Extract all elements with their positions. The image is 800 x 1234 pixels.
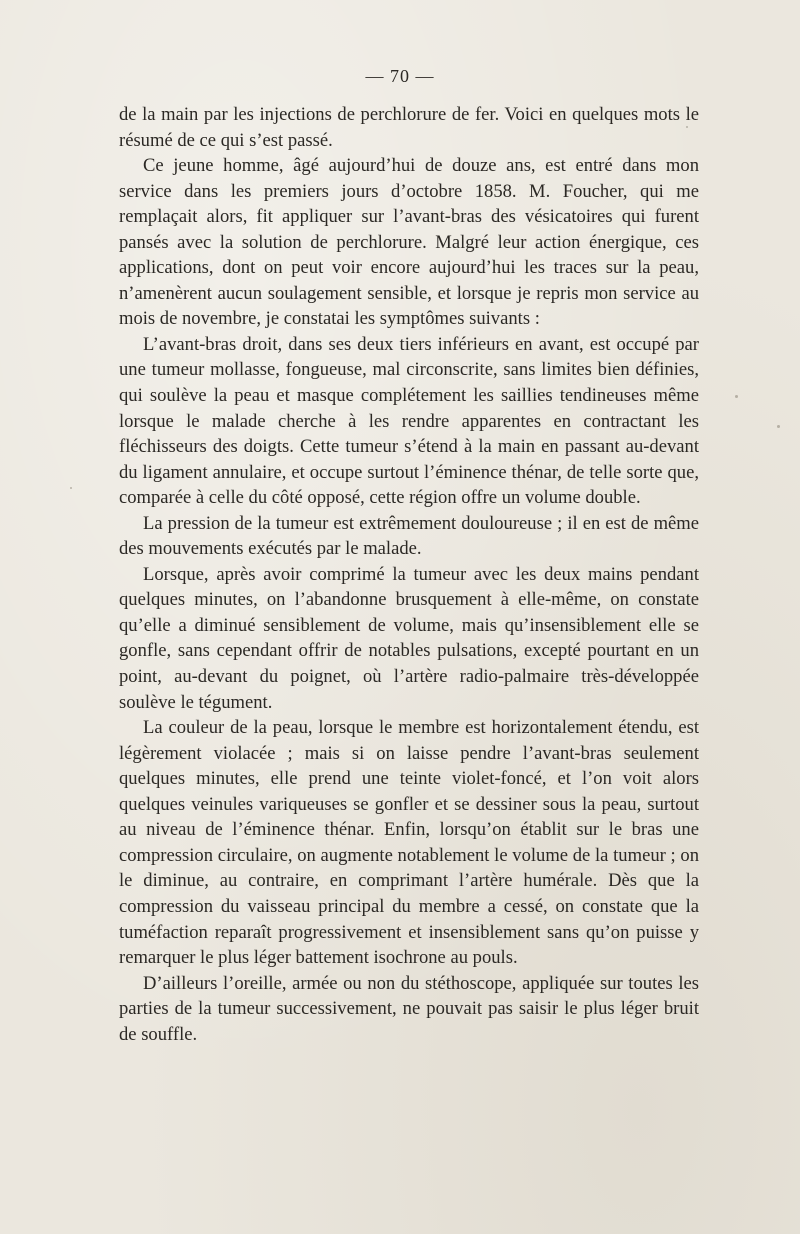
paragraph-7: D’ailleurs l’oreille, armée ou non du stéthoscope, appliquée sur toutes les parties de la tumeur successivement, ne pouvait pas saisir le plus léger bruit de souffle. bbox=[119, 972, 699, 1045]
paragraph-3: L’avant-bras droit, dans ses deux tiers inférieurs en avant, est occupé par une tumeur mollasse, fongueuse, mal circonscrite, sans limites bien définies, qui soulève la peau et masque complétement les saillies tendineuses même lorsque le malade cherche à les rendre apparentes en contractant les fléchisseurs des doigts. Cette tumeur s’étend à la main en passant au-devant du ligament annulaire, et occupe surtout l’éminence thénar, de telle sorte que, comparée à celle du côté opposé, cette région offre un volume double. bbox=[119, 333, 699, 509]
paragraph-1: de la main par les injections de perchlorure de fer. Voici en quelques mots le résumé de ce qui s’est passé. bbox=[119, 104, 699, 151]
page-number-header: — 70 — bbox=[365, 66, 435, 86]
paper-speck bbox=[777, 425, 780, 428]
paragraph-6: La couleur de la peau, lorsque le membre est horizontalement étendu, est légèrement violacée ; mais si on laisse pendre l’avant-bras seulement quelques minutes, elle prend une teinte violet-foncé, et l’on voit alors quelques veinules variqueuses se gonfler et se dessiner sous la peau, surtout au niveau de l’éminence thénar. Enfin, lorsqu’on établit sur le bras une compression circulaire, on augmente notablement le volume de la tumeur ; on le diminue, au contraire, en comprimant l’artère humérale. Dès que la compression du vaisseau principal du membre a cessé, on constate que la tuméfaction reparaît progressivement et insensiblement sans qu’on puisse y remarquer le plus léger battement isochrone au pouls. bbox=[119, 717, 699, 969]
paragraph-5: Lorsque, après avoir comprimé la tumeur avec les deux mains pendant quelques minutes, on l’abandonne brusquement à elle-même, on constate qu’elle a diminué sensiblement de volume, mais qu’insensiblement elle se gonfle, sans cependant offrir de notables pulsations, excepté pourtant en un point, au-devant du poignet, où l’artère radio-palmaire très-développée soulève le tégument. bbox=[119, 563, 699, 713]
body-text bbox=[119, 102, 699, 1047]
paper-speck bbox=[735, 395, 738, 398]
paragraph-2: Ce jeune homme, âgé aujourd’hui de douze ans, est entré dans mon service dans les premiers jours d’octobre 1858. M. Foucher, qui me remplaçait alors, fit appliquer sur l’avant-bras des vésicatoires qui furent pansés avec la solution de perchlorure. Malgré leur action énergique, ces applications, dont on peut voir encore aujourd’hui les traces sur la peau, n’amenèrent aucun soulagement sensible, et lorsque je repris mon service au mois de novembre, je constatai les symptômes suivants : bbox=[119, 155, 699, 330]
paragraph-4: La pression de la tumeur est extrêmement douloureuse ; il en est de même des mouvements exécutés par le malade. bbox=[119, 512, 699, 560]
paper-speck bbox=[686, 126, 688, 128]
paper-speck bbox=[70, 487, 72, 489]
